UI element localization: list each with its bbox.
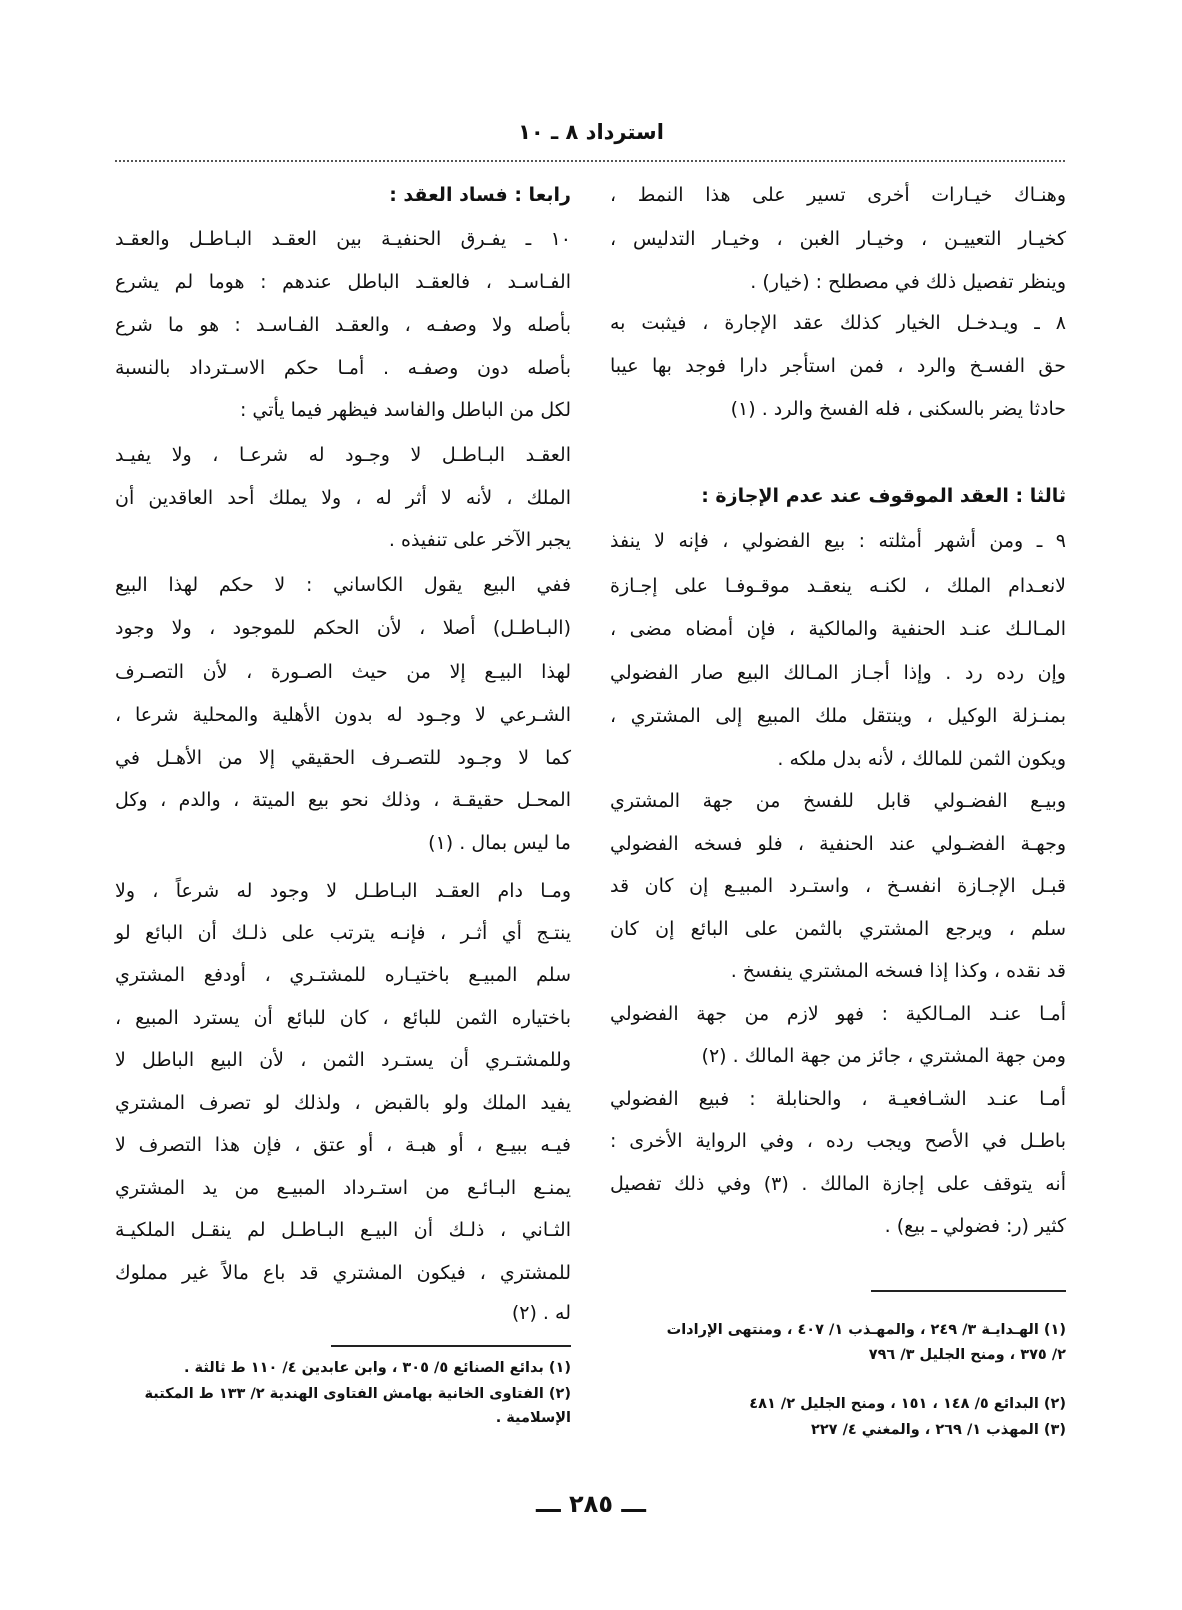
text-line: بمنـزلة الوكيل ، وينتقل ملك المبيع إلى المشتري ، [610,705,1066,727]
footnote: (٣) المهذب ١/ ٢٦٩ ، والمغني ٤/ ٢٢٧ [810,1422,1066,1438]
text-line: الثـاني ، ذلـك أن البيـع البـاطـل لم ينقـل الملكيـة [115,1219,571,1241]
text-line: ينتـج أي أثـر ، فإنـه يترتب على ذلـك أن البائع لو [115,922,571,944]
text-line: ما ليس بمال . (١) [428,832,571,854]
text-line: له . (٢) [511,1302,571,1324]
text-line: يمنـع البـائـع من استـرداد المبيـع من يد المشتري [115,1177,571,1199]
footnote-divider [871,1290,1066,1292]
text-line: وللمشتـري أن يستـرد الثمن ، لأن البيع الباطل لا [115,1049,571,1071]
text-line: وهنـاك خيـارات أخرى تسير على هذا النمط ، [610,184,1066,206]
text-line: لهذا البيـع إلا من حيث الصـورة ، لأن التصـرف [115,661,571,683]
text-line: لكل من الباطل والفاسد فيظهر فيما يأتي : [239,399,571,421]
text-line: يفيد الملك ولو بالقبض ، ولذلك لو تصرف المشتري [115,1092,571,1114]
text-line: الملك ، لأنه لا أثر له ، ولا يملك أحد العاقدين أن [115,487,571,509]
page-number: ـــ ٢٨٥ ـــ [536,1490,646,1518]
text-line: كخيـار التعييـن ، وخيـار الغبن ، وخيـار التدليس ، [610,228,1066,250]
footnote: (١) الهـدايـة ٣/ ٢٤٩ ، والمهـذب ١/ ٤٠٧ ، ومنتهى الإرادات [666,1322,1066,1338]
text-line: ١٠ ـ يفـرق الحنفيـة بين العقـد البـاطـل والعقـد [115,228,571,250]
footnote: (١) بدائع الصنائع ٥/ ٣٠٥ ، وابن عابدين ٤/ ١١٠ ط ثالثة . [184,1360,571,1376]
text-line: ٩ ـ ومن أشهر أمثلته : بيع الفضولي ، فإنه لا ينفذ [610,530,1066,552]
text-line: أنه يتوقف على إجازة المالك . (٣) وفي ذلك تفصيل [610,1173,1066,1195]
text-line: سلم المبيـع باختيـاره للمشتـري ، أودفع المشتري [115,964,571,986]
text-line: بأصله ولا وصفـه ، والعقـد الفـاسـد : هو ما شرع [115,314,571,336]
footnote: (٢) الفتاوى الخانية بهامش الفتاوى الهندية ٢/ ١٣٣ ط المكتبة [144,1386,571,1402]
text-line: ٨ ـ ويـدخـل الخيار كذلك عقد الإجارة ، فيثبت به [610,312,1066,334]
text-line: وبيـع الفضـولي قابل للفسخ من جهة المشتري [610,790,1066,812]
text-line: حادثا يضر بالسكنى ، فله الفسخ والرد . (١) [730,398,1066,420]
header-divider [115,160,1065,162]
footnote: (٢) البدائع ٥/ ١٤٨ ، ١٥١ ، ومنح الجليل ٢/ ٤٨١ [749,1396,1066,1412]
text-line: كثير (ر: فضولي ـ بيع) . [884,1215,1066,1237]
text-line: أمـا عنـد المـالكية : فهو لازم من جهة الفضولي [610,1003,1066,1025]
text-line: يجبر الآخر على تنفيذه . [388,529,571,551]
text-line: كما لا وجـود للتصـرف الحقيقي إلا من الأهـل في [115,747,571,769]
text-line: الشـرعي لا وجـود له بدون الأهلية والمحلية شرعا ، [115,704,571,726]
text-line: للمشتري ، فيكون المشتري قد باع مالاً غير مملوك [115,1262,571,1284]
text-line: بأصله دون وصفـه . أمـا حكم الاسـترداد بالنسبة [115,357,571,379]
text-line: ويكون الثمن للمالك ، لأنه بدل ملكه . [777,748,1066,770]
text-line: حق الفسـخ والرد ، فمن استأجر دارا فوجد بها عيبا [610,355,1066,377]
text-line: (البـاطـل) أصلا ، لأن الحكم للموجود ، ولا وجود [115,617,571,639]
text-line: وجهـة الفضـولي عند الحنفية ، فلو فسخه الفضولي [610,833,1066,855]
text-line: قبـل الإجـازة انفسـخ ، واستـرد المبيـع إن كان قد [610,875,1066,897]
text-line: المـالـك عنـد الحنفية والمالكية ، فإن أمضاه مضى ، [610,618,1066,640]
text-line: المحـل حقيقـة ، وذلك نحو بيع الميتة ، والدم ، وكل [115,789,571,811]
text-line: وإن رده رد . وإذا أجـاز المـالك البيع صار الفضولي [610,662,1066,684]
text-line: وينظر تفصيل ذلك في مصطلح : (خيار) . [750,271,1066,293]
section-heading: ثالثا : العقد الموقوف عند عدم الإجازة : [701,485,1066,507]
text-line: ومن جهة المشتري ، جائز من جهة المالك . (٢) [701,1045,1066,1067]
text-line: باختياره الثمن للبائع ، كان للبائع أن يسترد المبيع ، [115,1007,571,1029]
text-line: باطـل في الأصح ويجب رده ، وفي الرواية الأخرى : [610,1130,1066,1152]
footnote: ٢/ ٣٧٥ ، ومنح الجليل ٣/ ٧٩٦ [868,1347,1066,1363]
text-line: قد نقده ، وكذا إذا فسخه المشتري ينفسخ . [730,960,1066,982]
text-line: لانعـدام الملك ، لكنـه ينعقـد موقـوفـا على إجـازة [610,575,1066,597]
footnote-divider [331,1345,571,1347]
text-line: ومـا دام العقـد البـاطـل لا وجود له شرعاً ، ولا [115,880,571,902]
text-line: ففي البيع يقول الكاساني : لا حكم لهذا البيع [115,574,571,596]
text-line: فيـه ببيـع ، أو هبـة ، أو عتق ، فإن هذا التصرف لا [115,1134,571,1156]
section-heading: رابعا : فساد العقد : [389,184,571,206]
footnote: الإسلامية . [495,1410,571,1426]
text-line: الفـاسـد ، فالعقـد الباطل عندهم : هوما لم يشرع [115,271,571,293]
running-header: استرداد ٨ ـ ١٠ [518,120,664,144]
text-line: العقـد البـاطـل لا وجـود له شرعـا ، ولا يفيـد [115,444,571,466]
text-line: سلم ، ويرجع المشتري بالثمن على البائع إن كان [610,918,1066,940]
text-line: أمـا عنـد الشـافعيـة ، والحنابلة : فبيع الفضولي [610,1088,1066,1110]
